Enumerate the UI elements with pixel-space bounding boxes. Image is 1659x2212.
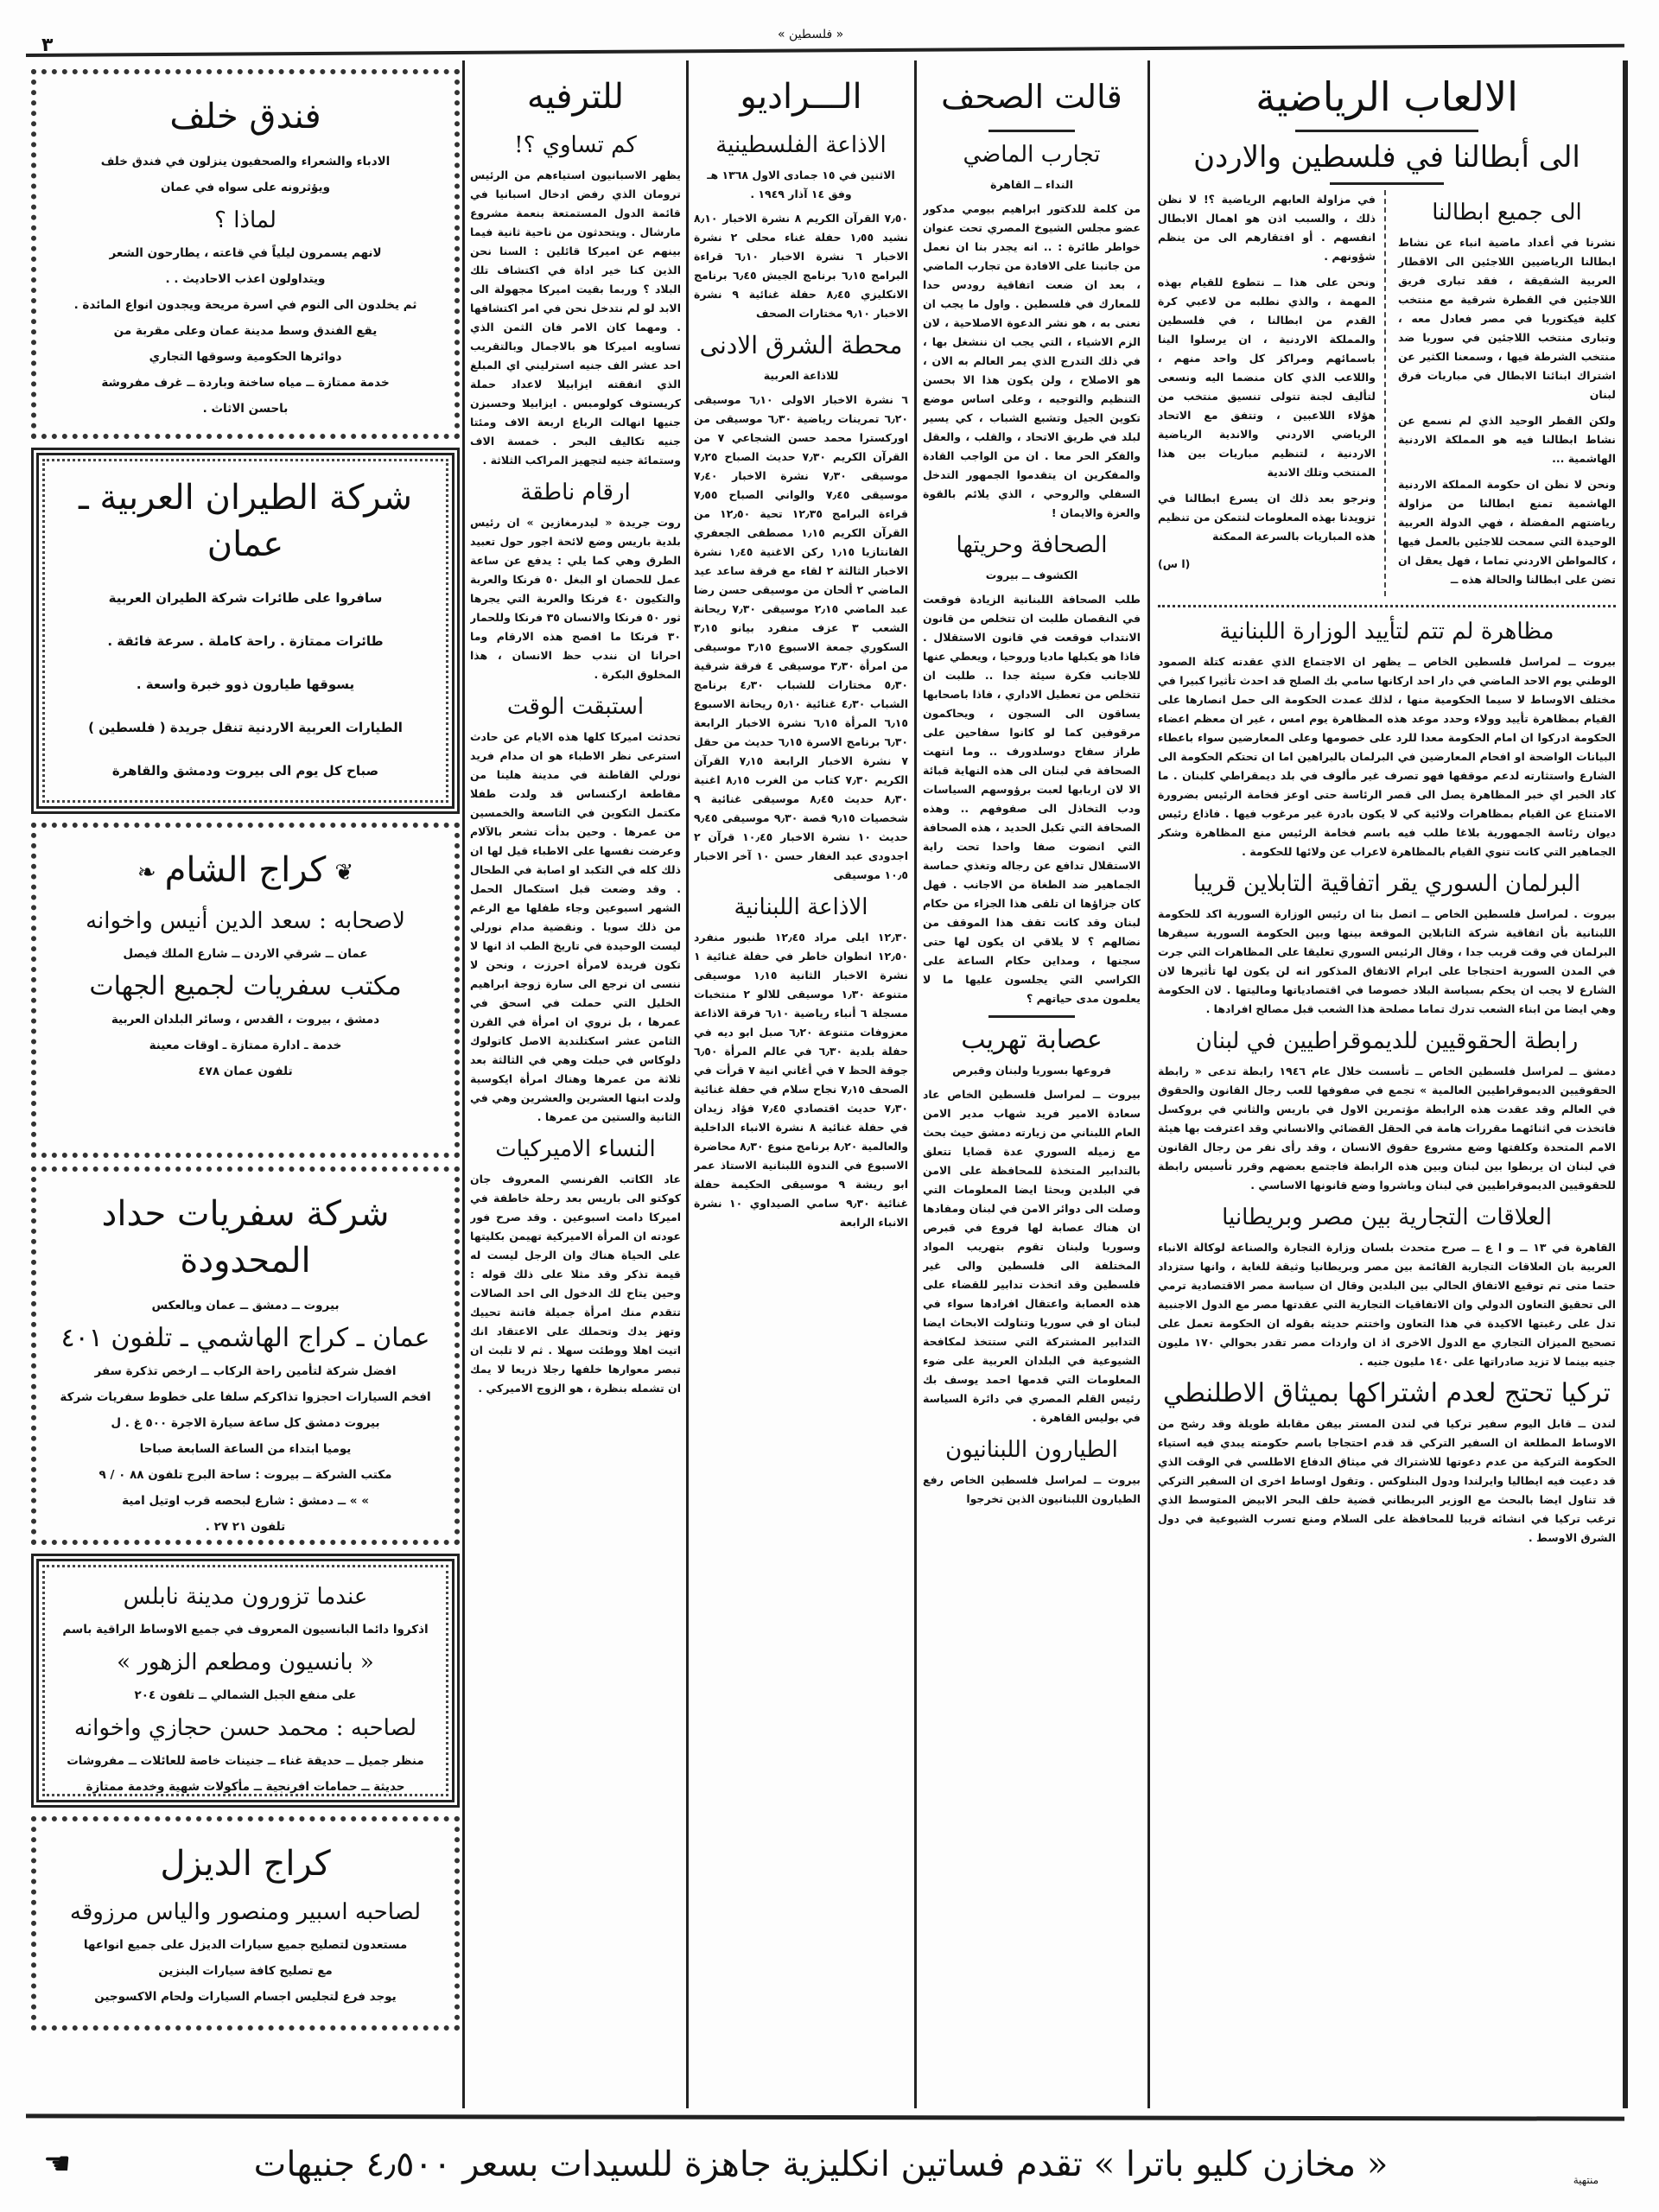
- egypt-britain-headline: العلاقات التجارية بين مصر وبريطانيا: [1222, 1205, 1552, 1230]
- ad-line: يقع الفندق وسط مدينة عمان وعلى مقربة من: [113, 324, 378, 338]
- separator: [1330, 182, 1445, 185]
- rights-league-headline: رابطة الحقوقيين للديموقراطيين في لبنان: [1195, 1028, 1579, 1054]
- ad-line: حديثة ــ حمامات افرنجية ــ مأكولات شهية وخدمة ممتازة: [86, 1780, 405, 1794]
- ad-title: [59, 847, 432, 896]
- bottom-rule: [26, 2113, 1624, 2120]
- ad-line: ويتداولون اعذب الاحاديث . .: [165, 272, 326, 286]
- ad-line: ثم يخلدون الى النوم في اسرة مريحة ويجدون انواع المائدة .: [73, 298, 417, 312]
- airline-ad: [31, 448, 460, 814]
- sports-subhead: الى جميع ابطالنا: [1432, 200, 1582, 226]
- ad-line: تلفون ٢١ ٢٧ .: [205, 1520, 286, 1534]
- ad-title: كراج الديزل: [160, 1844, 331, 1884]
- separator: [988, 1015, 1076, 1018]
- lebanon-ministry-headline: مظاهرة لم تتم لتأييد الوزارة اللبنانية: [1219, 619, 1554, 645]
- station-subtitle: للاذاعة العربية: [763, 369, 839, 382]
- page-number: ٣: [41, 35, 54, 56]
- ad-line: دمشق ، بيروت ، القدس ، وسائر البلدان العربية: [111, 1013, 380, 1027]
- radio-column: [694, 67, 908, 2107]
- ad-line: مكتب سفريات لجميع الجهات: [89, 971, 402, 1001]
- ad-line: الادباء والشعراء والصحفيون ينزلون في فندق خلف: [100, 155, 391, 168]
- dateline: فروعها بسوريا ولبنان وقبرص: [952, 1064, 1111, 1077]
- ad-line: تلفون عمان ٤٧٨: [198, 1065, 293, 1078]
- entertainment-kicker: للترفيه: [526, 77, 625, 117]
- hotel-ad: [31, 69, 460, 439]
- article-body: من كلمة للدكتور ابراهيم بيومي مدكور عضو مجلس الشيوخ المصري تحت عنوان خواطر طائرة : .. انه يجدر بنا ان نعمل من جانبنا على الافادة من تجارب الماضي ، بعد ان ضعت اتفاقية رودس حدا للمعارك في فلسطين . واول ما يجب ان نعنى به ، هو نشر الدعوة الاصلاحية ، لان الزم الاشياء ، التي يجب ان ننشغل بها ، في ذلك التدرج الذي يمر العالم به الان ، هو الاصلاح ، ولن يكون هذا الا بحسن التنظيم والتوجيه ، وعلى اساس موضع تكوين الجيل وتشبع الشباب ، كي يسير لبلد في طريق الاتحاد ، والقلب ، والعقل والفكر الحر معا . ان من الواجب القادة والمفكرين ان يتقدموا الجمهور التدخل السفلي والروحي ، الذي يلائم بالقوة والعزة والايمان !: [923, 202, 1141, 519]
- ad-line: بيروت دمشق كل ساعة سيارة الاجرة ٥٠٠ غ . ل: [111, 1416, 380, 1430]
- ornament-icon: ❧: [137, 860, 156, 886]
- ad-line: ويؤثرونه على سواه في عمان: [161, 181, 330, 194]
- paper-name: « فلسطين »: [778, 28, 844, 41]
- sports-kicker: الالعاب الرياضية: [1255, 73, 1518, 120]
- pointing-hand-icon: ☚: [43, 2146, 72, 2182]
- ad-line: خدمة ـ ادارة ممتازة ـ اوقات معينة: [149, 1039, 342, 1052]
- pilots-headline: الطيارون اللبنانيون: [945, 1437, 1118, 1463]
- article-body: تحدثت اميركا كلها هذه الايام عن حادث استرعى نظر الاطباء هو ان مدام فريد نورلي القاطنة في مدينة هلينا من مقاطعة اركنساس قد ولدت طفلا مكتمل التكوين في التاسعة والخمسين من عمرها . وحين بدأت تشعر بالآلام وعرضت نفسها على الاطباء قيل لها ان ذلك كله في التكبد او اصابة في الطحال . وقد وضعت قبل استكمال الحمل الشهر اسبوعين وجاء طفلها مع الرغم من ذلك سويا . ونقضية مدام نورلي ليست الوحيدة في تاريخ الطب اذ انها لا تكون فريدة لامرأة احرزت ، ونحن لا ننسى ان نرجع الى سارة زوجة ابراهيم الخليل التي حملت في اسحق في عمرها ، بل نروي ان امرأة في القرن الثامن عشر اسكتلندية الاصل كاتولوك دلوكاس في حبلت وهي في الثالثة بعد ثلاثة من عمرها وهناك امرأة ايكوسية ولدت ابنها العشرين والعشرين وهي في الثانية والستين من عمرها .: [470, 730, 681, 1123]
- banner-text: « مخازن كليو باترا » تقدم فساتين انكليزية جاهزة للسيدات بسعر ٤٫٥٠٠ جنيهات: [253, 2145, 1389, 2184]
- entertainment-column: [470, 67, 681, 2107]
- ad-line: لصاحبه اسبير ومنصور والياس مرزوقه: [69, 1899, 422, 1925]
- press-headline: تجارب الماضي: [963, 142, 1101, 168]
- ad-line: لماذا ؟: [214, 207, 276, 233]
- nablus-pension-ad: [31, 1554, 460, 1808]
- article-paragraph: ونرجو بعد ذلك ان يسرع ابطالنا في تزويدنا بهذه المعلومات لنتمكن من تنظيم هذه المباريات بالسرعة الممكنة: [1158, 492, 1376, 543]
- press-column: [923, 67, 1141, 2107]
- dateline: الكشوف ــ بيروت: [985, 569, 1078, 582]
- ad-line: يوميا ابتداء من الساعة السابعة صباحا: [139, 1442, 352, 1456]
- advertisements-column: [31, 69, 460, 2039]
- separator: [988, 130, 1076, 132]
- sham-garage-ad: [31, 823, 460, 1158]
- banner-small-text: منتهية: [1573, 2174, 1599, 2186]
- ad-line: اذكروا دائما البانسيون المعروف في جميع الاوساط الراقية باسم: [62, 1623, 429, 1637]
- ad-title: عندما تزورون مدينة نابلس: [123, 1584, 368, 1610]
- ad-line: خدمة ممتازة ــ مياه ساخنة وباردة ــ غرف مفروشة: [101, 376, 390, 390]
- separator: [1295, 130, 1478, 132]
- article-paragraph: ونحن على هذا ــ نتطوع للقيام بهذه المهمة ، والذي نطلبه من لاعبي كرة القدم من ابطالنا ، في فلسطين والمملكة الاردنية ، ان يرسلوا الينا باسمائهم ومراكز كل واحد منهم ، واللاعب الذي كان منضما اليه ونسعى لتأليف لجنة تتولى تنسيق منتخب من هؤلاء اللاعبين ، وتتفق مع الاتحاد الرياضي الاردني والاندية الرياضية الاردنية ، لتنظيم مباريات بين هذا المنتخب وتلك الاندية: [1158, 276, 1376, 479]
- ad-line: لانهم يسمرون ليلياً في قاعته ، يطارحون الشعر: [109, 246, 382, 260]
- article-body: لندن ــ قابل اليوم سفير تركيا في لندن المستر بيفن مقابلة طويلة وقد رشح من الاوساط المطلعة ان السفير التركي قد قدم احتجاجا باسم حكومته يبدي فيه استياء الحكومة التركية من عدم دعوتها للاشتراك في ميثاق الدفاع الاطلسي في الوقت الذي قد دعيت فيه ايطاليا وايرلندا ودول البنلوكس . وتقول اوساط اخرى ان السفير التركي قد تناول ايضا بالبحث مع الوزير البريطاني قضية حلف البحر الابيض المتوسط الذي ترغب تركيا في انشائه قريبا للمحافظة على السلام ومنع تسرب الشيوعية في دول الشرق الاوسط .: [1158, 1417, 1616, 1544]
- turkey-atlantic-headline: تركيا تحتج لعدم اشتراكها بميثاق الاطلنطي: [1163, 1378, 1611, 1408]
- ad-line: بيروت ــ دمشق ــ عمان وبالعكس: [151, 1299, 340, 1313]
- ad-line: يوجد فرع لتجليس اجسام السيارات ولحام الاكسوجين: [94, 1990, 397, 2004]
- divider: [1158, 605, 1616, 607]
- article-body: عاد الكاتب الفرنسي المعروف جان كوكتو الى باريس بعد رحلة خاطفة في اميركا دامت اسبوعين . وقد صرح فور عودته ان المرأة الاميركية تهيمن بكليتها على الحياة هناك وان الرجل ليست له قيمة تذكر وقد مثلا على ذلك قوله : وحين يتاح لك الدخول الى احد الصالات تتقدم منك امرأة جميلة فاتنة تحييك وتهز يدك وتحملك على الاعتقاد انك اتيت اهلا ووطئت سهلا . ثم لا تلبث ان تبصر معوارها خلفها رجلا ذريعا لا يمك ان تشمله بنظرة ، هو الزوج الاميركي .: [470, 1173, 681, 1395]
- article-body: بيروت ــ لمراسل فلسطين الخاص ــ يظهر ان الاجتماع الذي عقدته كتلة الصمود الوطني يوم الاحد الماضي في دار احد اركانها سامي بك الصلح قد احدث تأثيرا كبيرا في مختلف الاوساط لا سيما الحكومية منها ، لذلك عمدت الحكومة الى حمل انصارها على القيام بمظاهرة تأييد وولاء وحدد موعد هذه المظاهرة يوم امس ، غير ان معظم اعضاء الحكومة ادركوا ان امام الحكومة معدا للرد على خصومها وعلى المعارضين سواء باعطاء البيانات الواضحة او افحام المعارضين في البرلمان بالبراهين اما ان تحتكم الحكومة الى الشارع واستثارته لدعم موقفها فهو تصرف غير مألوف في بلد ديمقراطي كلبنان . ما كاد الخبر اي خبر المظاهرة يصل الى قصر الرئاسة حتى اوعز فخامة الرئيس بضرورة الامتناع عن القيام بمظاهرات ولائية كي لا يكون بادرة غير مرغوب فيها . فاذاع رئيس ديوان رئاسة الجمهورية بلاغا طلب فيه باسم فخامة الرئيس منع المظاهرة وشكر الجماهير التي كانت تنوي القيام بالمظاهرة لاعراب عن ولائها للحكومة .: [1158, 655, 1616, 858]
- column-rule: [686, 60, 689, 2108]
- article-paragraph: نشرنا في أعداد ماضية انباء عن نشاط ابطالنا الرياضيين اللاجئين الى الاقطار العربية الشقيقة ، فقد تبارى فريق اللاجئين في القطرة شرقية مع منتخب كلية فيكتوريا في مصر فعادل معه ، وتبارى منتخب اللاجئين في سوريا ضد منتخب الشرطة فيها ، وسمعنا الكثير عن اشتراك ابنائنا الابطال في مباريات فرق لبنان: [1398, 236, 1616, 401]
- outer-rule: [1623, 60, 1628, 2108]
- article-body: بيروت . لمراسل فلسطين الخاص ــ اتصل بنا ان رئيس الوزارة السورية اكد للحكومة اللبنانية بأن اتفاقية شركة التابلاين الموقعة بينها وبين الحكومة السورية سيقرها البرلمان في وقت قريب جدا ، وقال الرئيس السوري تعليقا على المظاهرات التي جرت في المدن السورية احتجاجا على ابرام الاتفاق المذكور انه لن يكون لها تأثيرها لان الشارع لا يجب ان يحكم بسياسة البلاد خصوصا في اقتصادياتها وماليتها . لان الحكومة وهي ايضا من ابناء الشعب تدرك تماما مصلحة هذا الشعب قبل مصالح افرادها .: [1158, 907, 1616, 1015]
- ad-title: شركة الطيران العربية ـ عمان: [79, 478, 412, 564]
- ad-line: على منفع الجبل الشمالي ــ تلفون ٢٠٤: [134, 1688, 357, 1702]
- article-body: بيروت ــ لمراسل فلسطين الخاص عاد سعادة الامير فريد شهاب مدير الامن العام اللبناني من زيارته دمشق حيث بحث مع زميله السوري عدة قضايا تتعلق بالتدابير المتخذة للمحافظة على الامن في البلدين وبحثا ايضا المعلومات التي وصلت الى دوائر الامن في لبنان ومفادها ان هناك عصابة لها فروع في قبرص وسوريا ولبنان تقوم بتهريب المواد المختلفة الى فلسطين والى غير فلسطين وقد اتخذت تدابير للقضاء على هذه العصابة واعتقال افرادها سواء في لبنان او في سوريا وتناولت الابحاث ايضا التدابير المشتركة التي ستتخذ لمكافحة الشيوعية في البلدان العربية على ضوء المعلومات التي قدمها احمد يوسف بك رئيس القلم المصري في دائرة السياسة في بوليس القاهرة .: [923, 1088, 1141, 1424]
- diesel-garage-ad: [31, 1816, 460, 2031]
- palestine-broadcast-headline: الاذاعة الفلسطينية: [715, 132, 887, 158]
- ad-line: مع تصليح كافة سيارات البنزين: [158, 1964, 333, 1978]
- lebanese-broadcast-headline: الاذاعة اللبنانية: [734, 894, 868, 920]
- ornament-icon: ❦: [334, 860, 354, 886]
- signoff: (ا س): [1158, 557, 1191, 570]
- article-body: روت جريدة « ليدرمغازين » ان رئيس بلدية باريس وضع لائحة اجور حول تعبيد الطرق وهي كما يلي : يدفع عن ساعة عمل للحصان او البغل ٥٠ فرنكا والعربة والتكيون ٤٠ فرنكا والعربة التي يجرها ثور ٥٠ فرنكا والانسان ٣٥ فرنكا وللحمار ٣٠ فرنكا ما افصح هذه الارقام وما احرانا ان نندب حظ الانسان ، هذا المخلوق البكرة .: [470, 516, 681, 681]
- article-paragraph: ونحن لا نظن ان حكومة المملكة الاردنية الهاشمية تمنع ابطالنا من مزاولة رياضتهم المفضلة ، فهي الدولة العربية الوحيدة التي سمحت للاجئين بالعمل فيها ، كالمواطن الاردني تماما ، فهل يعقل ان تضن على ابطالنا والحالة هذه ــ: [1398, 478, 1616, 586]
- article-body: طلب الصحافة اللبنانية الزيادة فوقعت في النقصان طلبت ان تتخلص من قانون الانتداب فوقعت في قانون الاستقلال . فاذا هو يكبلها ماديا وروحيا ، ويعطي عنها للاجانب فكرة سيئة جدا .. طلبت ان تتخلص من تعطيل الاداري ، فاذا باصحابها يساقون الى السجون ، ويحاكمون مرقوفين كما لو كانوا سفاحين على طراز سفاح دوسلدورف .. وما انتهت الصحافة في لبنان الى هذه النهاية قبائة الا لان اربابها لعبت برؤوسهم السياسات ودب التخاذل الى صفوفهم .. وهذه الصحافة التي تكبل الحديد ، هذه الصحافة التي انضوت صفا واحدا تحت راية الاستقلال تدافع عن رجاله وتغذي حماسة الجماهير ضد الطغاة من الاجانب . فهل كان جزاؤها ان تلقى هذا الجزاء من حكام لبنان وقد كانت تقف هذا الموقف من نضالهم ؟ لا يلاقي ان يكون لها حتى سجنها ، ومداين حكام الساعة على الكراسي التي يجلسون عليها ما لا يعلمون مدى حياتهم ؟: [923, 593, 1141, 1005]
- column-rule: [462, 60, 465, 2108]
- ad-line: باحسن الاثاث .: [202, 402, 289, 416]
- ad-line: افخم السيارات احجزوا تذاكركم سلفا على خطوط سفريات شركة: [60, 1390, 431, 1404]
- dateline: النداء ــ القاهرة: [990, 178, 1073, 191]
- entertainment-headline-2: ارقام ناطقة: [520, 480, 631, 505]
- haddad-travel-ad: [31, 1166, 460, 1545]
- entertainment-headline-1: كم تساوي ؟!: [514, 132, 637, 158]
- column-rule: [914, 60, 917, 2108]
- ad-title-text: كراج الشام: [164, 850, 327, 890]
- press-kicker: قالت الصحف: [941, 78, 1122, 116]
- article-body: دمشق ــ لمراسل فلسطين الخاص ــ تأسست خلال عام ١٩٤٦ رابطة تدعى « رابطة الحقوقيين الديموقراطيين العالمية » تجمع في صفوفها للعب رجال القانون والحقوق في العالم وقد عقدت هذه الرابطة مؤتمرين الاول في باريس والثاني في بروكسل فاتخذت في اثنائهما مقررات هامة في الحقل القضائي والانساني وقد اعترفت بها هيئة الامم المتحدة وكلفتها وضع مشروع حقوق الانسان ، وقد رأى نفر من رجال القانون في لبنان ان يربطوا بين لبنان وبين هذه الرابطة فاجتمع بعضهم وقرر تأسيس رابطة للحقوقيين الديموقراطيين في لبنان وباشروا وضع قانونها الاساسي .: [1158, 1065, 1616, 1192]
- ad-line: سافروا على طائرات شركة الطيران العربية: [108, 590, 383, 606]
- bottom-banner-ad: [43, 2134, 1599, 2195]
- ad-line: « بانسيون ومطعم الزهور »: [117, 1649, 374, 1675]
- column-rule: [1147, 60, 1150, 2108]
- article-paragraph: في مزاولة العابهم الرياضية ؟! لا نظن ذلك ، والسبب اذن هو اهمال الابطال انفسهم . أو افتقارهم الى من ينظم شؤونهم .: [1158, 193, 1376, 263]
- ad-line: لصاحبه : محمد حسن حجازي واخوانه: [73, 1715, 417, 1741]
- smuggling-gang-headline: عصابة تهريب: [961, 1025, 1103, 1055]
- press-freedom-headline: الصحافة وحريتها: [956, 532, 1108, 558]
- ad-title: شركة سفريات حداد المحدودة: [101, 1194, 390, 1281]
- article-body: يظهر الاسبانيون استياءهم من الرئيس ترومان الذي رفض ادخال اسبانيا في قائمة الدول المستمتعة بنعمة مشروع مارشال . ويتحدثون من ناحية ثانية فيما بينهم عن اميركا قائلين : السنا نحن الذين كنا خير اداة في اكتشاف تلك البلاد ؟ وربما بقيت اميركا مجهولة الى الابد لو لم نتدخل نحن في امر اكتشافها . ومهما كان الامر فان الثمن الذي تساويه اميركا هو بالاجمال وبالتقريب احد عشر الف جنيه استرليني اي المبلغ الذي انفقته ايزابيلا لاعداد حملة كريستوف كولومبس . ايزابيلا وحسبزن جنيها انهالت الرباع اربعة الاف ومئتا جنيه تكاليف البحر . خمسة الاف وستمائة جنيه لتجهيز المراكب الثلاثة .: [470, 168, 681, 467]
- ad-line: دوائرها الحكومية وسوقها التجاري: [149, 350, 342, 364]
- syria-parliament-headline: البرلمان السوري يقر اتفاقية التابلاين قريبا: [1192, 871, 1581, 897]
- entertainment-headline-3: استبقت الوقت: [506, 694, 645, 720]
- ad-line: لاصحابه : سعد الدين أنيس واخوانه: [86, 908, 405, 934]
- radio-schedule: ٧٫٥٠ القرآن الكريم ٨ نشرة الاخبار ٨٫١٠ نشيد ١٫٥٥ حفلة غناء محلى ٢ نشرة الاخبار ٦ نشرة الاخبار ٦٫١٠ قراءة البرامج ٦٫١٥ برنامج الجيش ٦٫٤٥ برنامج الانكليزي ٨٫٤٥ حفلة غنائية ٩ نشرة الاخبار ٩٫١٠ مختارات الصحف: [694, 212, 908, 320]
- sports-headline: الى أبطالنا في فلسطين والاردن: [1193, 140, 1580, 175]
- ad-line: مكتب الشركة ــ بيروت : ساحة البرج تلفون ٨٨ ٠ / ٩: [99, 1468, 392, 1482]
- ad-line: يسوقها طيارون ذوو خبرة واسعة .: [136, 677, 355, 692]
- ad-line: صباح كل يوم الى بيروت ودمشق والقاهرة: [111, 763, 379, 779]
- ad-line: » » ــ دمشق : شارع لبحصه قرب اوتيل امية: [122, 1494, 369, 1508]
- near-east-station-headline: محطة الشرق الادنى: [699, 331, 903, 359]
- ad-title: فندق خلف: [169, 97, 321, 137]
- ad-line: عمان ــ شرقي الاردن ــ شارع الملك فيصل: [123, 947, 368, 961]
- article-body: بيروت ــ لمراسل فلسطين الخاص رفع الطيارون اللبنانيون الذين تخرجوا: [923, 1473, 1141, 1505]
- radio-kicker: الـــراديو: [740, 77, 862, 117]
- article-body: القاهرة في ١٣ ــ و ا ع ــ صرح متحدث بلسان وزارة التجارة والصناعة لوكالة الانباء العربية بان العلاقات التجارية القائمة بين مصر وبريطانيا وثيقة للغاية ، وانها ستزداد حتما متى تم توقيع الاتفاق الحالي بين البلدين وقال ان سياسة مصر الاقتصادية ترمي الى تحقيق التعاون الدولي وان الاتفاقيات التجارية التي عقدتها مصر مع الدول الاجنبية تدل على رغبتها الاكيدة في هذا التعاون واختتم حديثه بقوله ان الحكومة تعمل على تصحيح الميزان التجاري مع الدول الاخرى اذ ان واردات مصر تقدر بحوالي ١٧٠ مليون جنيه بينما لا تزيد صادراتها على ١٤٠ مليون جنيه .: [1158, 1241, 1616, 1368]
- ad-line: عمان ـ كراج الهاشمي ـ تلفون ٤٠١: [60, 1323, 430, 1353]
- entertainment-headline-4: النساء الاميركيات: [495, 1136, 656, 1162]
- broadcast-date: الاثنين في ١٥ جمادى الاول ١٣٦٨ هـ وفق ١٤ آذار ١٩٤٩ .: [707, 168, 895, 200]
- news-column: [1158, 67, 1616, 2107]
- radio-schedule: ٦ نشرة الاخبار الاولى ٦٫١٠ موسيقى ٦٫٢٠ تمرينات رياضية ٦٫٣٠ موسيقى من اوركسترا محمد حسن الشجاعي ٧ من القرآن الكريم ٧٫٣٠ حديث الصباح ٧٫٢٥ موسيقى ٧٫٣٠ نشرة الاخبار ٧٫٤٠ موسيقى ٧٫٤٥ والواني الصباح ٧٫٥٥ قراءة البرامج ١٢٫٣٥ تحية ١٢٫٥٠ من القرآن الكريم ١٫١٥ مصطفى الجعفري الفانتازيا ١٫١٥ ركن الاغنية ١٫٤٥ نشرة الاخبار الثالثة ٢ لقاء مع فرقة ساعد عيد الماضي ٢ ألحان من موسيقى حسن رضا عبد الماضي ٢٫١٥ موسيقى ٧٫٣٠ ريحانة الشعب ٣ عزف منفرد بيانو ٣٫١٥ السكوري جمعة الاسبوع ٣٫١٥ موسيقى من امرأة ٣٫٣٠ موسيقى ٤ فرقة شرقية ٥٫٣٠ مختارات للشباب ٤٫٣٠ برنامج الشباب ٤٫٣٠ غنائية ٥٫١٠ ريحانة الاسبوع ٦٫١٥ المرأة ٦٫١٥ نشرة الاخبار الرابعة ٦٫٣٠ برنامج الاسرة ٦٫١٥ حديث من حقل ٧ نشرة الاخبار الرابعة ٧٫١٥ القرآن الكريم ٧٫٣٠ كتاب من الغرب ٨٫١٥ اغنية ٨٫٣٠ حديث ٨٫٤٥ موسيقى غنائية ٩ شخصيات ٩٫١٥ قصة ٩٫٣٠ موسيقى ٩٫٤٥ حديث ١٠ نشرة الاخبار ١٠٫٤٥ قرآن ٢ اجدودى عبد الغفار حسن ١٠ آخر الاخبار ١٠٫٥ موسيقى: [694, 393, 908, 881]
- ad-line: منظر جميل ــ حديقة غناء ــ جنينات خاصة للعائلات ــ مفروشات: [67, 1754, 424, 1768]
- article-paragraph: ولكن القطر الوحيد الذي لم نسمع عن نشاط ابطالنا فيه هو المملكة الاردنية الهاشمية ...: [1398, 414, 1616, 465]
- ad-line: الطيارات العربية الاردنية تنقل جريدة ( فلسطين ): [88, 720, 403, 735]
- sports-article: [1158, 190, 1616, 596]
- radio-schedule: ١٢٫٣٠ ايلى مراد ١٢٫٤٥ طنبور منفرد ١٢٫٥٠ انطوان خاطر في حفلة غنائية ١ نشرة الاخبار الثانية ١٫١٥ موسيقى متنوعة ١٫٣٠ موسيقى للالو ٢ منتخبات مسجلة ٦ أنباء رياضية ٦٫١٠ فرقة الاذاعة معزوفات متنوعة ٦٫٢٠ صبل ابو ديه في حفلة بلدية ٦٫٣٠ في عالم المرأة ٦٫٥٠ جوقة الحظ ٧ في أغاني انية ٧ قرأت في الصحف ٧٫١٥ نجاح سلام في حفلة غنائية ٧٫٣٠ حديث اقتصادي ٧٫٤٥ فؤاد زيدان في حفلة غنائية ٨ نشرة الانباء الداخلية والعالمية ٨٫٢٠ برنامج منوع ٨٫٣٠ محاضرة الاسبوع في الندوة اللبنانية الاستاذ عمر ابو ريشة ٩ موسيقى الحكيمة حفلة غنائية ٩٫٣٠ سامي الصيداوي ١٠ نشرة الانباء الرابعة: [694, 931, 908, 1229]
- ad-line: طائرات ممتازة . راحة كاملة . سرعة فائقة .: [107, 633, 384, 649]
- ad-line: افضل شركة لتأمين راحة الركاب ــ ارخص تذكرة سفر: [94, 1364, 397, 1378]
- ad-line: مستعدون لتصليح جميع سيارات الديزل على جميع انواعها: [83, 1938, 408, 1952]
